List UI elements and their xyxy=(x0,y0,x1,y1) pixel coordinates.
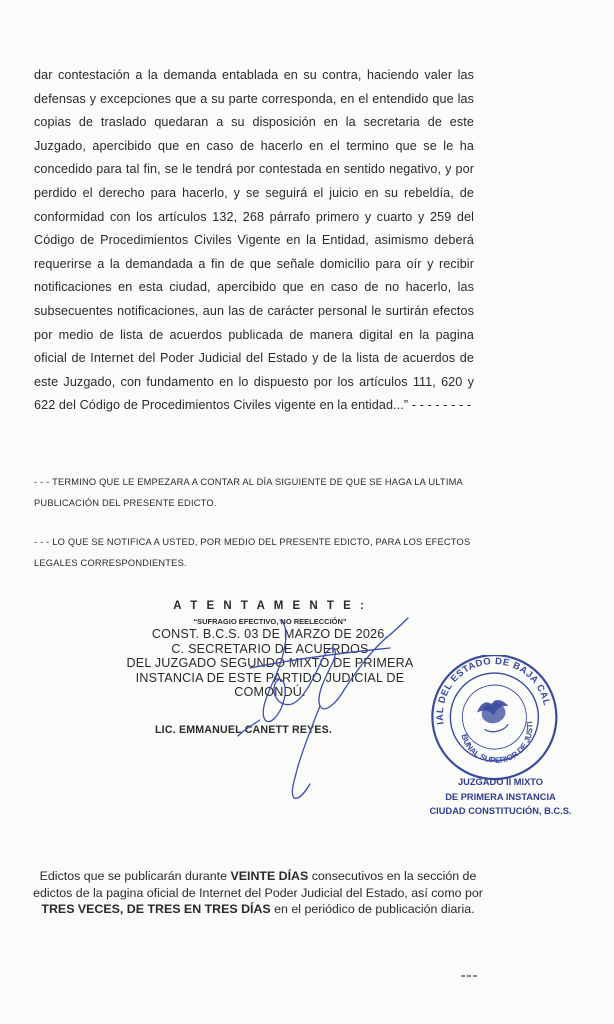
court-line-1: JUZGADO II MIXTO xyxy=(457,777,544,787)
main-paragraph: dar contestación a la demanda entablada en su contra, haciendo valer las defensas y excepciones que a su parte corresponda, en el entendido que las copias de traslado quedaran a su disposición en la secretaria de este Juzgado, apercibido que en caso de hacerlo en el termino que se le ha concedido para tal fin, se le tendrá por contestada en sentido negativo, y por perdido el derecho para hacerlo, y se seguirá el juicio en su rebeldía, de conformidad con los artículos 132, 268 párrafo primero y cuarto y 259 del Código de Procedimientos Civiles Vigente en la Entidad, asimismo deberá requerirse a la demandada a fin de que señale domicilio para oír y recibir notificaciones en esta ciudad, apercibido que en caso de no hacerlo, las subsecuentes notificaciones, aun las de carácter personal le surtirán efectos por medio de lista de acuerdos publicada de manera digital en la pagina oficial de Internet del Poder Judicial del Estado y de la lista de acuerdos de este Juzgado, con fundamento en lo dispuesto por los artículos 111, 620 y 622 del Código de Procedimientos Civiles vigente en la entidad...” - - - - - - - - xyxy=(34,68,474,413)
place-date: CONST. B.C.S. 03 DE MARZO DE 2026. xyxy=(151,627,389,641)
court-seal xyxy=(427,655,567,785)
position-line-1: C. SECRETARIO DE ACUERDOS xyxy=(171,641,369,656)
eagle-emblem-icon xyxy=(475,698,513,735)
duration-emphasis: VEINTE DÍAS xyxy=(230,869,309,883)
court-stamp-text xyxy=(408,775,593,819)
position-line-3: INSTANCIA DE ESTE PARTIDO JUDICIAL DE COMONDÚ. xyxy=(135,670,405,700)
scan-mark xyxy=(460,974,480,978)
motto: “SUFRAGIO EFECTIVO, NO REELECCIÓN” xyxy=(193,617,347,626)
atentamente-heading: A T E N T A M E N T E : xyxy=(173,600,367,612)
court-line-3: CIUDAD CONSTITUCIÓN, B.C.S. xyxy=(429,806,572,816)
frequency-emphasis: TRES VECES, DE TRES EN TRES DÍAS xyxy=(41,902,271,917)
court-line-2: DE PRIMERA INSTANCIA xyxy=(445,791,556,802)
publication-note: Edictos que se publicarán durante VEINTE DÍAS consecutivos en la sección de edictos de la pagina oficial de Internet del Poder Judicial del Estado, así como por TRES VECES, DE TRES EN TRES DÍAS en el periódico de publicación diaria. xyxy=(33,869,483,917)
signer-name: LIC. EMMANUEL CANETT REYES. xyxy=(155,724,333,736)
term-notice: - - - TERMINO QUE LE EMPEZARA A CONTAR AL DÍA SIGUIENTE DE QUE SE HAGA LA ULTIMA PUBLICACIÓN DEL PRESENTE EDICTO. xyxy=(34,477,463,508)
position-line-2: DEL JUZGADO SEGUNDO MIXTO DE PRIMERA xyxy=(126,656,414,671)
handwritten-signature xyxy=(220,608,420,808)
seal-inner-text: TRIBUNAL SUPERIOR DE JUSTICIA xyxy=(459,720,535,765)
notify-notice: - - - LO QUE SE NOTIFICA A USTED, POR MEDIO DEL PRESENTE EDICTO, PARA LOS EFECTOS LEGALES CORRESPONDIENTES. xyxy=(34,537,471,568)
seal-outer-text: JUDICIAL DEL ESTADO DE BAJA CALIFORNIA xyxy=(434,656,553,726)
